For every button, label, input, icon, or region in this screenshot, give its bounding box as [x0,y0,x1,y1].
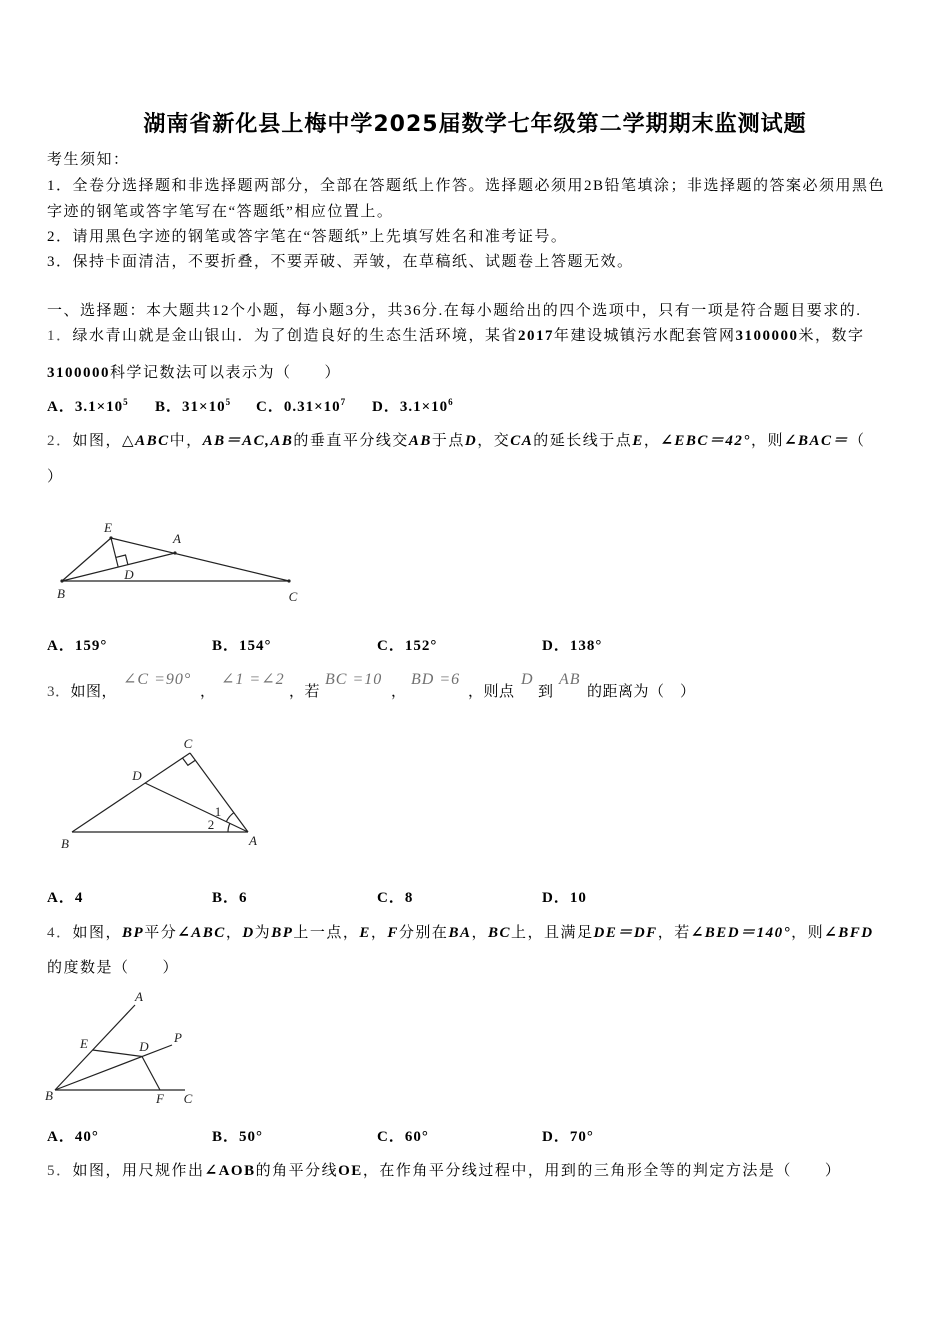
segment-df [142,1057,160,1091]
stem-math: CA [510,433,534,449]
option-value: 50° [239,1129,264,1145]
option-value: 6 [239,890,248,906]
option-label: D． [542,1129,570,1145]
label-d: D [132,768,142,783]
stem-math: ∠AOB [204,1163,256,1179]
question-3-option-b [212,888,248,908]
figure-question-2 [40,510,310,610]
stem-math: ∠ABC [177,925,226,941]
question-5-stem-line-1 [47,1161,841,1181]
label-c: C [183,1091,193,1106]
question-2-stem-line-2 [47,467,64,487]
option-exponent: 5 [123,397,128,407]
stem-text: 上，且满足 [510,925,594,941]
option-value: 0.31×10 [283,399,341,415]
stem-math: DE＝DF [593,925,658,941]
angle-1-arc [226,813,234,822]
stem-text: ， [225,925,243,941]
point-c [287,579,290,582]
label-b: B [57,586,65,601]
stem-math: AB＝AC,AB [202,433,294,449]
stem-math: ∠BED＝140° [690,925,792,941]
label-a: A [249,833,257,848]
option-value: 3.1×10 [74,399,124,415]
label-c: C [183,736,193,751]
point-e [109,536,112,539]
option-label: B． [212,890,240,906]
stem-text: 如图， [72,925,123,941]
notice-heading: 考生须知： [47,152,130,168]
stem-text: 科学记数法可以表示为（ ） [110,365,342,381]
label-p: P [174,1030,182,1045]
option-label: A． [47,1129,75,1145]
option-label: B． [155,399,183,415]
option-value: 138° [569,638,603,654]
label-angle-1: 1 [214,804,222,819]
stem-text: 米，数字 [798,328,865,344]
stem-math: E [359,925,371,941]
option-value: 8 [404,890,414,906]
stem-text: （ [849,433,866,449]
stem-math: BP [122,925,145,941]
option-label: C． [377,638,405,654]
stem-math: AB [408,433,432,449]
section-title: 一、选择题：本大题共12个小题，每小题3分，共36分.在每小题给出的四个选项中，只有一项是符合题目要求的. [47,303,862,319]
option-label: B． [212,638,240,654]
stem-text: ， [643,433,661,449]
option-value: 152° [404,638,438,654]
stem-math: ABC [135,433,170,449]
stem-text: ，若 [289,684,321,700]
right-angle-mark [183,758,196,765]
point-a [173,551,176,554]
question-4-stem-line-1 [47,923,874,943]
label-c: C [288,589,298,604]
stem-text: 的垂直平分线交 [293,433,409,449]
math-line-ab: AB [559,671,581,688]
stem-math: OE [338,1163,363,1179]
question-3-option-a [47,888,83,908]
math-angle-equal: ∠1 =∠2 [221,671,285,688]
question-number: 1． [47,328,73,344]
stem-text: ，则 [750,433,784,449]
option-label: D． [372,399,400,415]
segment-da [145,783,248,832]
option-value: 31×10 [182,399,226,415]
stem-text: ， [391,684,407,700]
stem-text: ， [200,684,216,700]
stem-text: ，则点 [468,684,515,700]
question-4-option-a [47,1127,99,1147]
notice-line-3: 3．保持卡面清洁，不要折叠，不要弄破、弄皱，在草稿纸、试题卷上答题无效。 [47,254,634,270]
option-exponent: 6 [448,397,453,407]
question-4-option-c [377,1127,429,1147]
stem-text: 年建设城镇污水配套管网 [554,328,736,344]
stem-text: ，交 [477,433,511,449]
question-1-option-a [47,397,128,417]
question-4-option-b [212,1127,263,1147]
stem-text: ， [370,925,388,941]
question-4-option-d [542,1127,594,1147]
option-value: 40° [74,1129,99,1145]
label-b: B [61,836,69,851]
segment-ed [111,538,118,567]
stem-text: 中， [169,433,203,449]
stem-math: D [242,925,255,941]
stem-math: F [387,925,399,941]
question-number: 3． [47,684,71,700]
option-value: 70° [569,1129,594,1145]
option-label: D． [542,890,570,906]
notice-line-1-continued: 字迹的钢笔或答字笔写在“答题纸”相应位置上。 [47,204,394,220]
stem-text: 如图，用尺规作出 [72,1163,205,1179]
segment-ed [93,1050,142,1057]
stem-text: ，则 [791,925,825,941]
option-value: 10 [569,890,587,906]
stem-number: 3100000 [47,365,110,381]
ray-ba [55,1005,135,1090]
question-1-stem-line-1 [47,326,865,346]
stem-text: ） [47,469,64,485]
stem-text: 的角平分线 [255,1163,339,1179]
option-value: 4 [74,890,84,906]
option-exponent: 7 [340,397,346,407]
math-bd-length: BD =6 [411,671,461,688]
stem-text: 如图， [70,684,118,700]
notice-line-2: 2．请用黑色字迹的钢笔或答字笔在“答题纸”上先填写姓名和准考证号。 [47,229,568,245]
math-angle-c: ∠C =90° [123,671,192,688]
option-label: C． [256,399,284,415]
stem-math: E [632,433,644,449]
stem-text: 的延长线于点 [533,433,633,449]
option-label: A． [47,638,75,654]
question-2-option-c [377,636,437,656]
option-value: 60° [404,1129,429,1145]
label-e: E [104,520,112,535]
question-2-option-b [212,636,272,656]
stem-text: 如图，△ [72,433,136,449]
option-value: 3.1×10 [399,399,449,415]
label-b: B [45,1088,53,1103]
math-point-d: D [521,671,534,688]
option-value: 159° [74,638,108,654]
question-number: 5． [47,1163,73,1179]
stem-math: D [464,433,478,449]
option-label: D． [542,638,570,654]
stem-text: 到 [538,684,554,700]
stem-text: 的度数是（ ） [47,960,180,976]
stem-text: 的距离为（ ） [587,684,696,700]
question-2-option-a [47,636,107,656]
question-1-option-b [155,397,230,417]
stem-math: ∠BFD [824,925,874,941]
question-number: 4． [47,925,73,941]
stem-text: 为 [254,925,272,941]
stem-text: 绿水青山就是金山银山．为了创造良好的生态生活环境，某省 [72,328,519,344]
label-f: F [156,1091,164,1106]
stem-number: 3100000 [735,328,799,344]
point-b [60,579,63,582]
question-number: 2． [47,433,73,449]
option-exponent: 5 [225,397,231,407]
exam-title: 湖南省新化县上梅中学2025届数学七年级第二学期期末监测试题 [143,112,807,137]
label-a: A [173,531,181,546]
segment-bc [72,753,190,832]
question-4-stem-line-2 [47,958,179,978]
stem-text: ， [471,925,488,941]
stem-text: ，在作角平分线过程中，用到的三角形全等的判定方法是（ ） [362,1163,842,1179]
option-label: A． [47,890,75,906]
stem-text: ，若 [657,925,691,941]
stem-math: ∠BAC＝ [783,433,850,449]
stem-math: BA [448,925,472,941]
angle-2-arc [228,823,230,832]
label-e: E [80,1036,88,1051]
figure-question-3 [50,730,270,855]
stem-text: 上一点， [293,925,360,941]
notice-line-1: 1．全卷分选择题和非选择题两部分，全部在答题纸上作答。选择题必须用2B铅笔填涂；非选择题的答案必须用黑色 [47,178,886,194]
question-2-stem-line-1 [47,431,866,451]
label-angle-2: 2 [207,817,215,832]
question-1-stem-line-2 [47,363,341,383]
option-label: B． [212,1129,240,1145]
stem-text: 平分 [144,925,178,941]
label-d: D [139,1039,149,1054]
stem-text: 于点 [431,433,465,449]
question-3-option-c [377,888,413,908]
segment-ca [190,753,248,832]
stem-math: BP [271,925,294,941]
option-value: 154° [239,638,272,654]
option-label: C． [377,890,405,906]
question-1-option-d [372,397,453,417]
option-label: C． [377,1129,405,1145]
question-1-option-c [256,397,345,417]
option-label: A． [47,399,75,415]
segment-ec [111,538,289,581]
figure-question-4 [40,985,200,1110]
stem-text: 分别在 [398,925,449,941]
stem-number: 2017 [518,328,555,344]
stem-math: ∠EBC＝42° [660,433,751,449]
label-d: D [124,567,134,582]
math-bc-length: BC =10 [325,671,383,688]
ray-bp [55,1045,172,1090]
question-2-option-d [542,636,602,656]
label-a: A [135,989,143,1004]
question-3-stem-start [47,682,117,702]
question-3-option-d [542,888,587,908]
stem-math: BC [487,925,511,941]
